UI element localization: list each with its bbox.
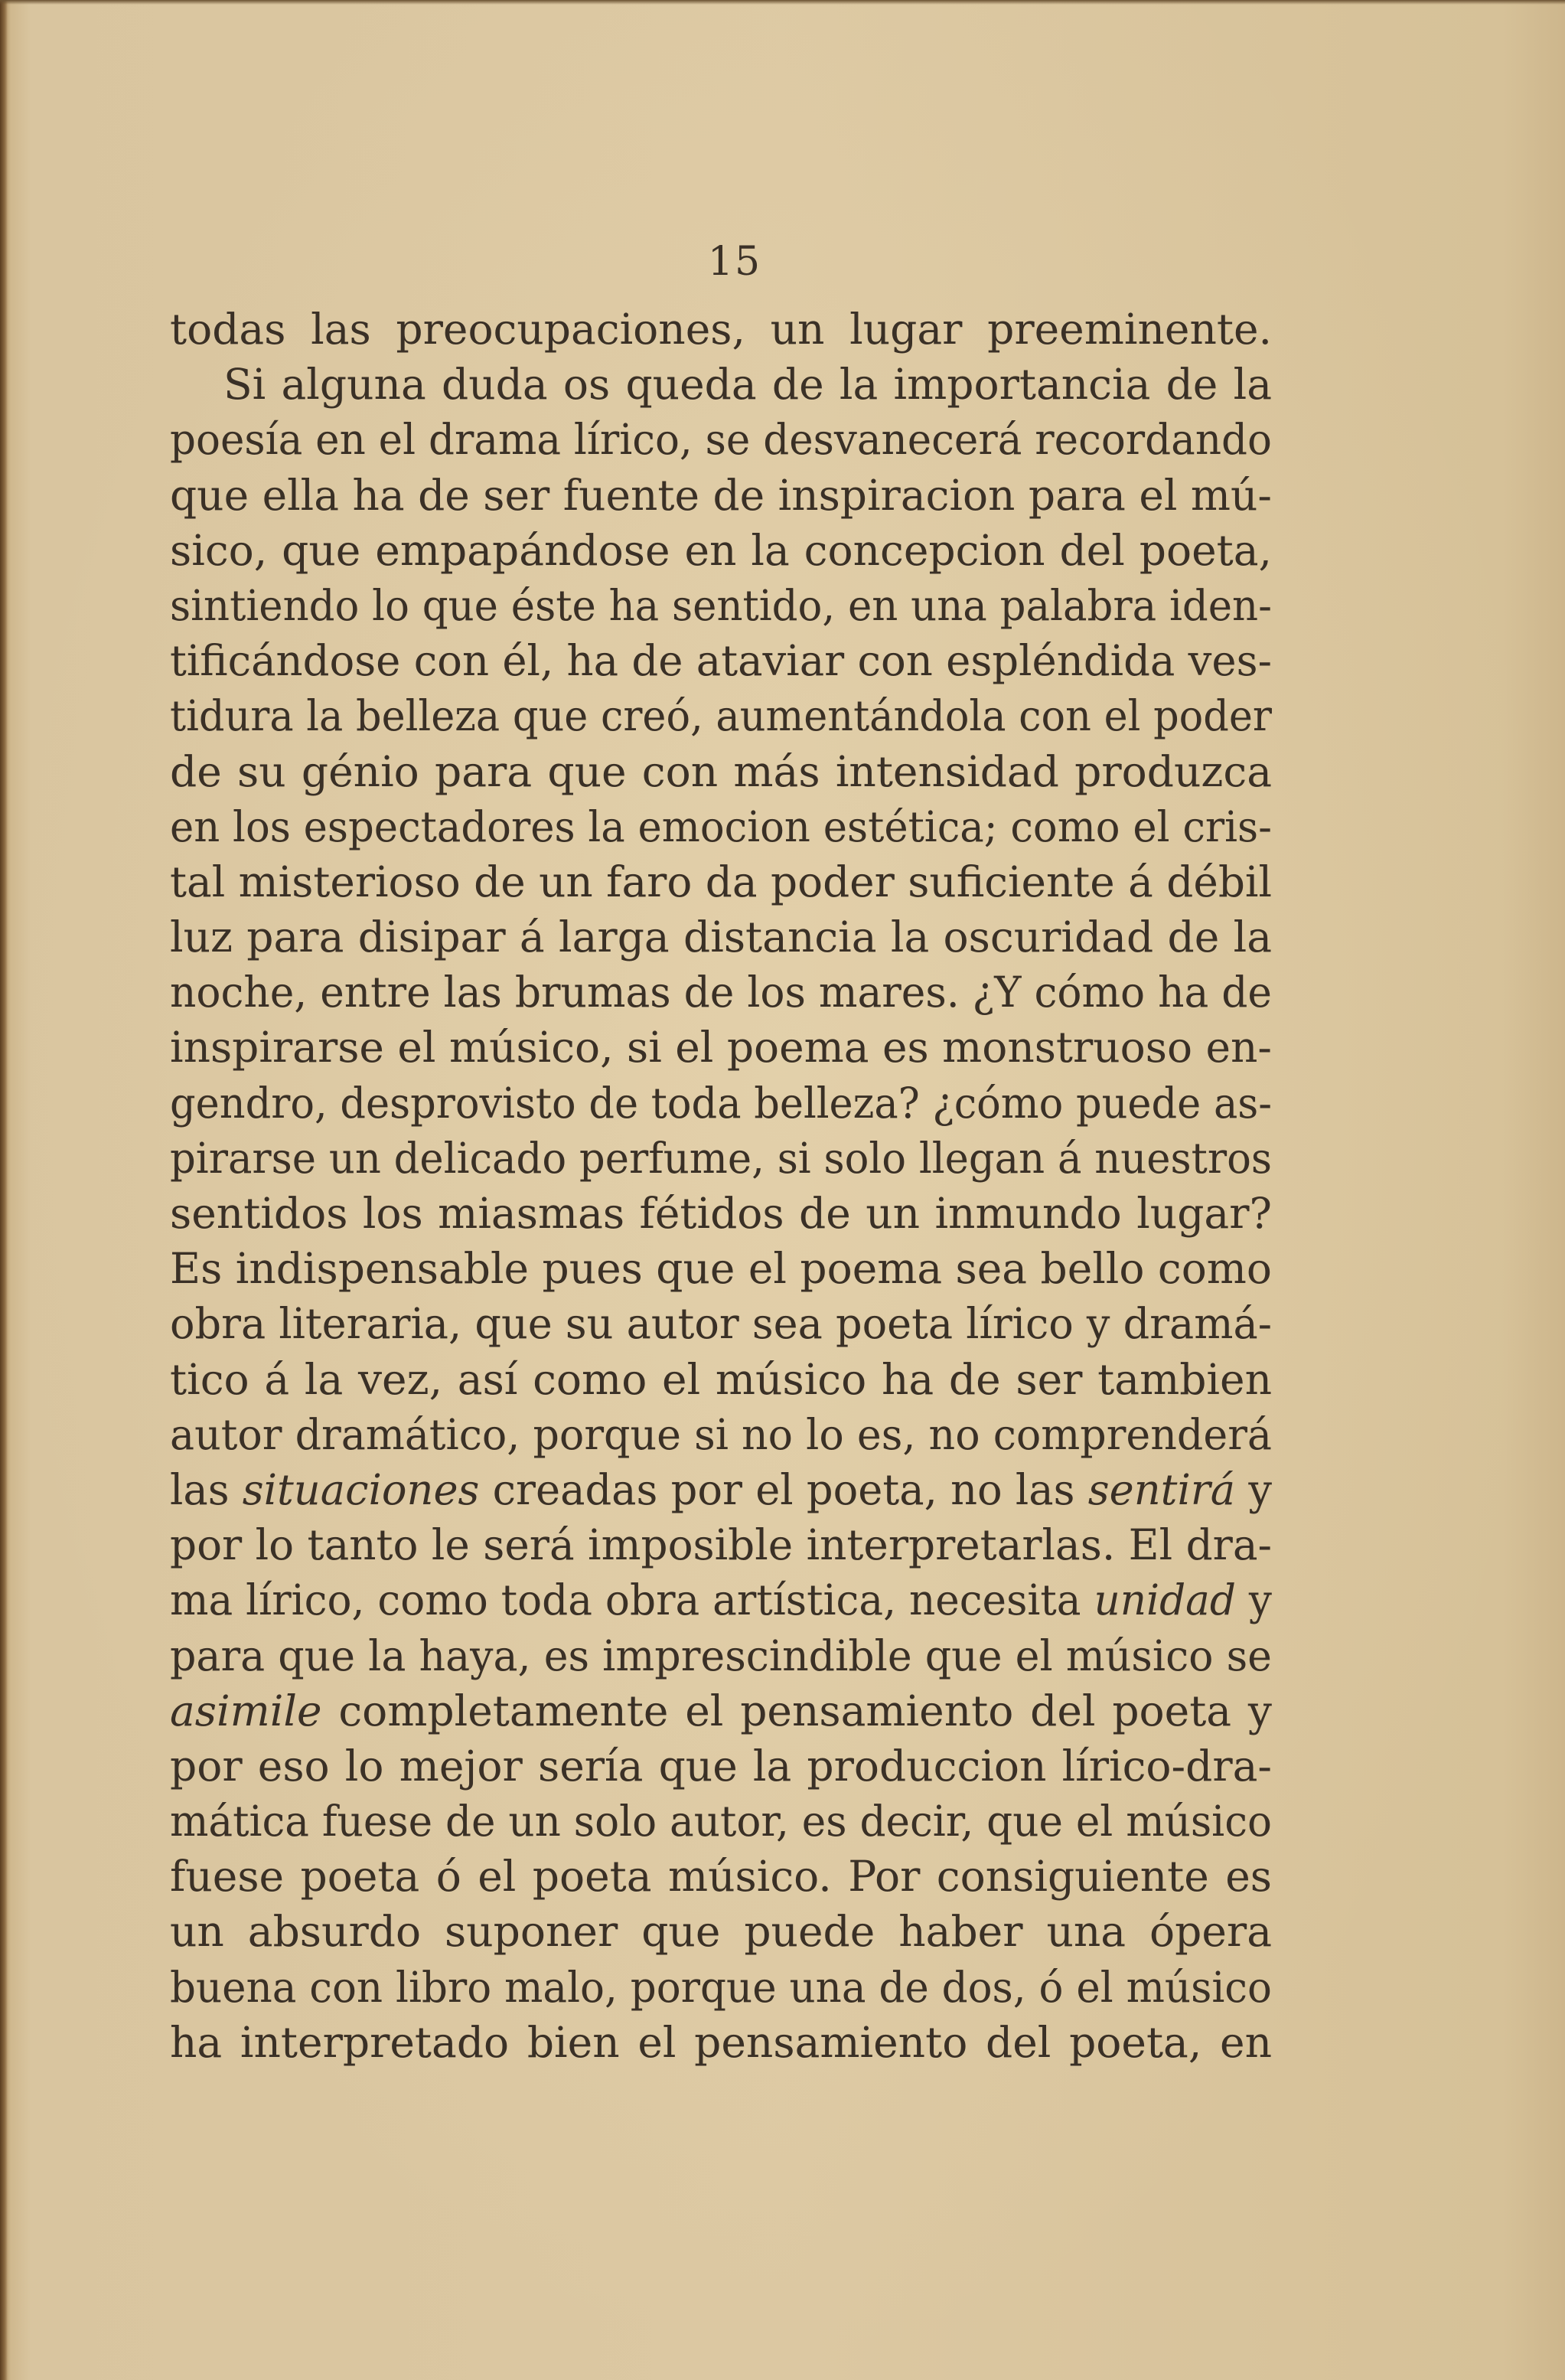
text-line: gendro, desprovisto de toda belleza? ¿cómo puede as- [170,1078,1272,1128]
italic-term: sentirá [1087,1464,1236,1514]
text-line: inspirarse el músico, si el poema es monstruoso en- [170,1023,1272,1072]
italic-term: unidad [1094,1575,1236,1625]
text-line: tidura la belleza que creó, aumentándola con el poder [170,691,1272,741]
text-line: para que la haya, es imprescindible que el músico se [170,1631,1272,1680]
italic-term: situaciones [242,1464,480,1514]
text-line: sintiendo lo que éste ha sentido, en una palabra iden- [170,580,1272,630]
page-top-edge [0,0,1565,5]
text-line: ma lírico, como toda obra artística, necesita unidad y [170,1575,1272,1625]
text-line: Si alguna duda os queda de la importancia de la [223,360,1272,410]
text-line: autor dramático, porque si no lo es, no comprenderá [170,1409,1272,1459]
text-line: fuese poeta ó el poeta músico. Por consiguiente es [170,1852,1272,1902]
text-line: buena con libro malo, porque una de dos, ó el músico [170,1962,1272,2012]
text-line: Es indispensable pues que el poema sea bello como [170,1244,1272,1294]
text-line: por eso lo mejor sería que la produccion lírico-dra- [170,1741,1272,1791]
text-line: por lo tanto le será imposible interpretarlas. El dra- [170,1520,1272,1570]
page-binding-edge [0,0,8,2380]
text-line: un absurdo suponer que puede haber una ópera [170,1907,1272,1957]
text-line: de su génio para que con más intensidad produzca [170,746,1272,796]
text-line: ha interpretado bien el pensamiento del poeta, en [170,2017,1272,2067]
text-line: tico á la vez, así como el músico ha de ser tambien [170,1354,1272,1404]
text-line: sentidos los miasmas fétidos de un inmundo lugar? [170,1189,1272,1238]
text-line: que ella ha de ser fuente de inspiracion para el mú- [170,470,1272,520]
text-line: luz para disipar á larga distancia la oscuridad de la [170,912,1272,962]
text-line: obra literaria, que su autor sea poeta lírico y dramá- [170,1299,1272,1349]
text-line: noche, entre las brumas de los mares. ¿Y cómo ha de [170,968,1272,1017]
italic-term: asimile [170,1686,322,1735]
text-line: todas las preocupaciones, un lugar preeminente. [170,305,1272,354]
text-line: pirarse un delicado perfume, si solo llegan á nuestros [170,1133,1272,1183]
page-number: 15 [707,239,762,285]
text-line: en los espectadores la emocion estética; como el cris- [170,801,1272,851]
text-line: poesía en el drama lírico, se desvanecerá recordando [170,415,1272,465]
text-line: las situaciones creadas por el poeta, no las sentirá y [170,1464,1272,1514]
text-line: tificándose con él, ha de ataviar con espléndida ves- [170,636,1272,686]
body-text [170,302,1272,2070]
text-line: sico, que empapándose en la concepcion del poeta, [170,525,1272,575]
text-line: tal misterioso de un faro da poder suficiente á débil [170,857,1272,906]
text-line: asimile completamente el pensamiento del poeta y [170,1686,1272,1735]
text-line: mática fuese de un solo autor, es decir, que el músico [170,1797,1272,1846]
